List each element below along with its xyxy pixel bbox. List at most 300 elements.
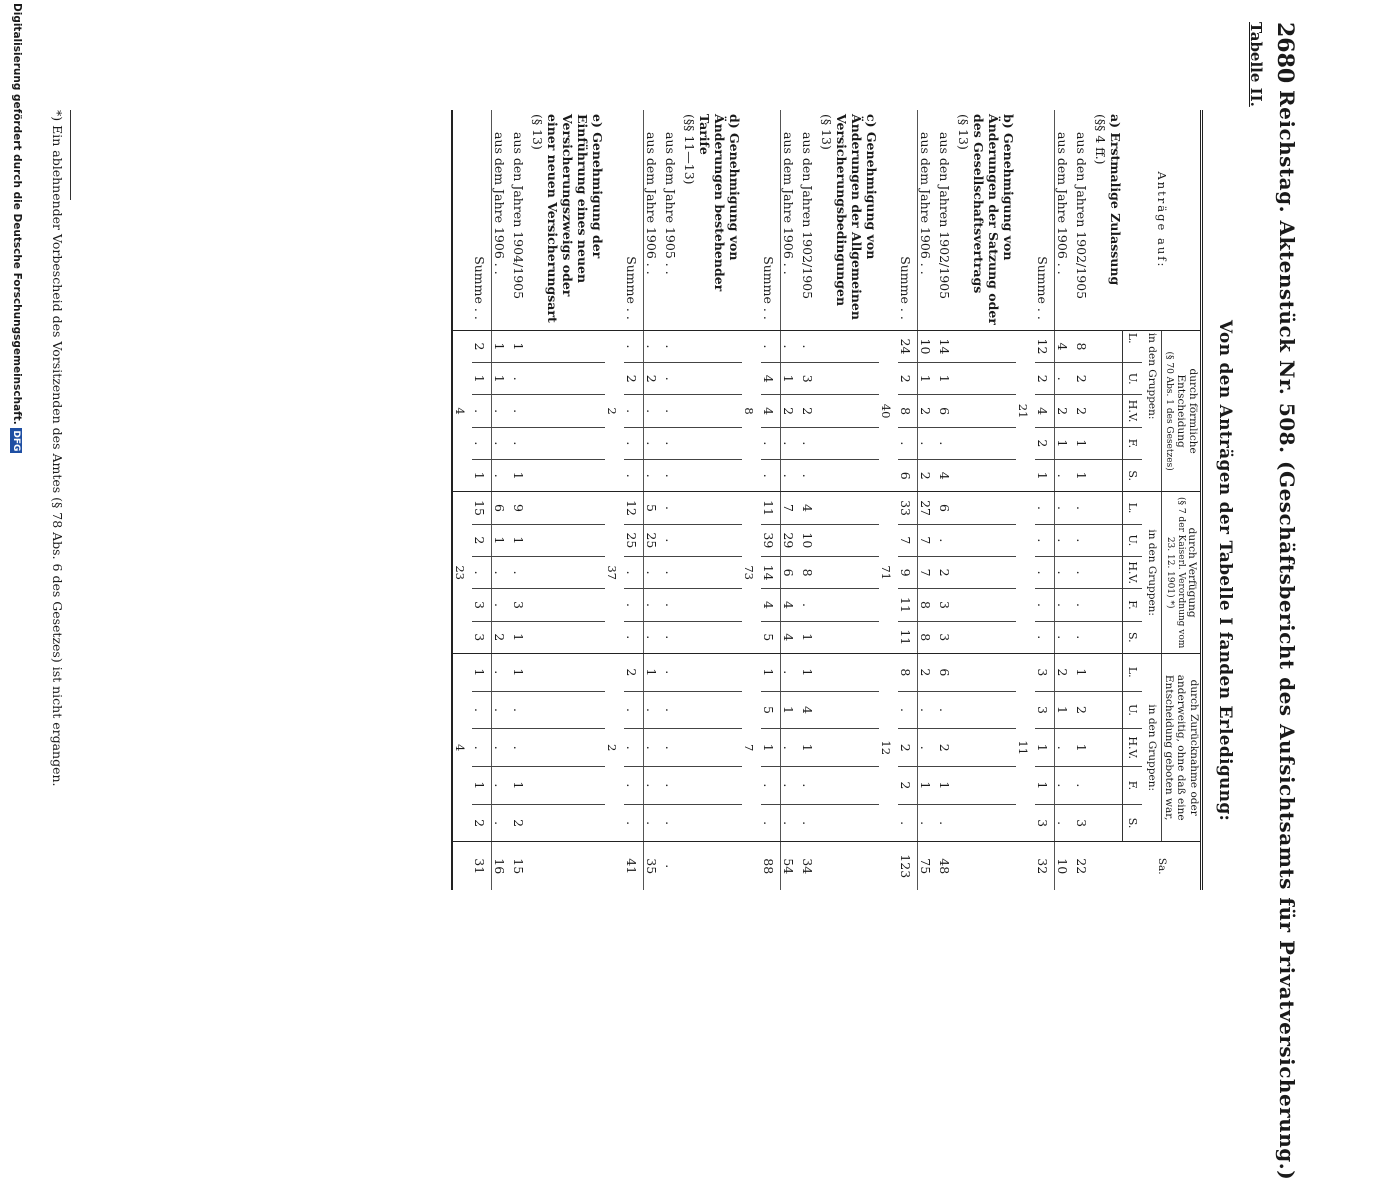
value-cell: . — [917, 427, 937, 459]
group-1-sub: in den Gruppen: — [1142, 330, 1162, 492]
empty-cell — [530, 395, 605, 427]
empty-cell — [956, 492, 1016, 524]
section-header — [1093, 110, 1123, 890]
value-cell: 2 — [800, 395, 819, 427]
empty-cell — [1093, 395, 1123, 427]
empty-cell — [530, 653, 605, 691]
value-cell: . — [937, 524, 956, 556]
value-cell: . — [491, 691, 511, 729]
sum-value: 6 — [898, 460, 918, 492]
sum-total: 123 — [898, 842, 918, 890]
value-cell: 2 — [780, 395, 800, 427]
empty-cell — [1093, 427, 1123, 459]
value-cell: . — [663, 460, 682, 492]
sum-value: 3 — [1035, 653, 1055, 691]
value-cell: 4 — [1054, 330, 1074, 362]
value-cell: . — [663, 691, 682, 729]
empty-cell — [682, 804, 742, 842]
empty-cell — [956, 804, 1016, 842]
value-cell: 1 — [511, 621, 530, 653]
empty-cell — [819, 395, 879, 427]
column-letter: H.V. — [1123, 729, 1143, 767]
sum-value: 3 — [472, 621, 492, 653]
value-cell: 3 — [937, 621, 956, 653]
empty-cell — [1016, 842, 1035, 890]
empty-cell — [956, 767, 1016, 805]
empty-cell — [1016, 110, 1035, 330]
sum-value: . — [624, 557, 644, 589]
sum-value: 9 — [898, 557, 918, 589]
sum-value: 33 — [898, 492, 918, 524]
value-cell: . — [663, 621, 682, 653]
value-cell: 3 — [1074, 804, 1093, 842]
sum-value: 2 — [898, 363, 918, 395]
value-cell: 1 — [917, 767, 937, 805]
value-cell: 1 — [643, 653, 663, 691]
sum-value: 8 — [898, 395, 918, 427]
value-cell: 1 — [511, 330, 530, 362]
sum-value: . — [624, 729, 644, 767]
value-cell: 3 — [800, 363, 819, 395]
group-total: 4 — [452, 330, 472, 492]
section-header — [682, 110, 742, 890]
row-label: aus dem Jahre 1906 . . — [1054, 132, 1070, 275]
empty-cell — [1093, 691, 1123, 729]
value-cell: . — [800, 460, 819, 492]
value-cell: . — [511, 729, 530, 767]
digitization-note — [10, 3, 23, 453]
column-letter: S. — [1123, 621, 1143, 653]
empty-cell — [819, 621, 879, 653]
value-cell: . — [663, 653, 682, 691]
empty-cell — [682, 363, 742, 395]
empty-cell — [956, 330, 1016, 362]
group-3-sub: in den Gruppen: — [1142, 653, 1162, 842]
row-label: aus den Jahren 1904/1905 — [510, 132, 526, 300]
sum-value: . — [1035, 492, 1055, 524]
value-cell: . — [663, 767, 682, 805]
value-cell: . — [663, 589, 682, 621]
value-cell: . — [917, 804, 937, 842]
sum-value: 24 — [898, 330, 918, 362]
value-cell: . — [643, 330, 663, 362]
sum-value: 8 — [898, 653, 918, 691]
empty-cell — [1093, 621, 1123, 653]
value-cell: . — [780, 804, 800, 842]
table-label: Tabelle II. — [1247, 22, 1265, 107]
row-total: 54 — [780, 842, 800, 890]
sum-value: 7 — [898, 524, 918, 556]
value-cell: 2 — [917, 395, 937, 427]
sum-value: 1 — [472, 363, 492, 395]
section-title: a) Erstmalige Zulassung — [1107, 114, 1123, 286]
sum-label: Summe . . — [624, 110, 644, 330]
group-total — [1016, 492, 1035, 654]
empty-cell — [819, 653, 879, 691]
value-cell: 1 — [937, 767, 956, 805]
sum-value: 4 — [761, 589, 781, 621]
antrag-header: Anträge auf: — [1155, 171, 1170, 269]
value-cell: . — [937, 691, 956, 729]
sum-row — [624, 110, 644, 890]
value-cell: 2 — [1074, 395, 1093, 427]
value-cell: . — [511, 363, 530, 395]
empty-cell — [530, 524, 605, 556]
running-title: Reichstag. Aktenstück Nr. 508. (Geschäftsbericht des Aufsichtsamts für Privatversicherung.) — [1275, 90, 1299, 1180]
value-cell: 8 — [917, 621, 937, 653]
group-1-title: durch förmliche Entscheidung — [1174, 368, 1200, 454]
value-cell: . — [1074, 524, 1093, 556]
value-cell: 2 — [1054, 653, 1074, 691]
sum-total: 31 — [472, 842, 492, 890]
empty-cell — [605, 110, 624, 330]
value-cell: 4 — [800, 691, 819, 729]
sum-value: 1 — [761, 653, 781, 691]
value-cell: . — [643, 427, 663, 459]
empty-cell — [1093, 589, 1123, 621]
section-label — [1093, 110, 1123, 330]
empty-cell — [819, 691, 879, 729]
column-letter: L. — [1123, 492, 1143, 524]
column-letter: U. — [1123, 691, 1143, 729]
empty-cell — [956, 557, 1016, 589]
empty-cell — [530, 557, 605, 589]
value-cell: 1 — [800, 729, 819, 767]
column-letter: S. — [1123, 804, 1143, 842]
group-total: 7 — [742, 653, 761, 842]
value-cell: . — [643, 729, 663, 767]
value-cell: . — [511, 427, 530, 459]
value-cell: . — [917, 691, 937, 729]
empty-cell — [879, 110, 898, 330]
column-letter: F. — [1123, 589, 1143, 621]
table-row — [1054, 110, 1074, 890]
value-cell: . — [643, 557, 663, 589]
value-cell: . — [1074, 767, 1093, 805]
sum-value: 2 — [472, 330, 492, 362]
sum-value: 3 — [1035, 804, 1055, 842]
value-cell: 1 — [917, 363, 937, 395]
sum-value: 15 — [472, 492, 492, 524]
value-cell: 1 — [800, 653, 819, 691]
row-total: 35 — [643, 842, 663, 890]
value-cell: 1 — [491, 524, 511, 556]
value-cell: . — [643, 804, 663, 842]
value-cell: 2 — [1054, 395, 1074, 427]
sum-value: 2 — [898, 767, 918, 805]
sum-value: 12 — [1035, 330, 1055, 362]
group-total: 71 — [879, 492, 898, 654]
empty-cell — [1093, 767, 1123, 805]
value-cell: . — [643, 589, 663, 621]
empty-cell — [819, 557, 879, 589]
value-cell: 1 — [1054, 691, 1074, 729]
column-letter: H.V. — [1123, 557, 1143, 589]
value-cell: . — [491, 427, 511, 459]
value-cell: 1 — [937, 363, 956, 395]
sum-value: . — [898, 804, 918, 842]
value-cell: 6 — [937, 492, 956, 524]
sum-value: 1 — [1035, 460, 1055, 492]
sum-value: 2 — [1035, 427, 1055, 459]
table-row — [780, 110, 800, 890]
value-cell: 2 — [643, 363, 663, 395]
empty-cell — [605, 842, 624, 890]
value-cell: . — [1054, 524, 1074, 556]
sum-value: 14 — [761, 557, 781, 589]
sum-value: . — [1035, 589, 1055, 621]
value-cell: . — [663, 524, 682, 556]
value-cell: . — [1054, 557, 1074, 589]
value-cell: . — [800, 330, 819, 362]
sum-label: Summe . . — [472, 110, 492, 330]
column-letter: L. — [1123, 330, 1143, 362]
sum-value: 2 — [1035, 363, 1055, 395]
total-header: Sa. — [1123, 842, 1202, 890]
value-cell: 4 — [780, 621, 800, 653]
section-header — [956, 110, 1016, 890]
value-cell: 2 — [937, 557, 956, 589]
sum-value: . — [472, 729, 492, 767]
value-cell: 6 — [937, 653, 956, 691]
section-header — [530, 110, 605, 890]
empty-cell — [530, 330, 605, 362]
empty-cell — [819, 524, 879, 556]
value-cell: . — [491, 653, 511, 691]
empty-cell — [819, 492, 879, 524]
value-cell: 1 — [511, 524, 530, 556]
empty-cell — [956, 460, 1016, 492]
value-cell: 1 — [1074, 653, 1093, 691]
sum-value: 12 — [624, 492, 644, 524]
group-total: 73 — [742, 492, 761, 654]
sum-value: . — [624, 691, 644, 729]
group-total-row — [605, 110, 624, 890]
sum-row — [898, 110, 918, 890]
section-paragraph: (§§ 11—13) — [681, 114, 697, 185]
footnote: *) Ein ablehnender Vorbescheid des Vorsitzenden des Amtes (§ 78 Abs. 6 des Gesetzes) ist nicht ergangen. — [50, 110, 65, 787]
group-total: 21 — [1016, 330, 1035, 492]
sum-value: . — [624, 395, 644, 427]
row-total: . — [663, 842, 682, 890]
value-cell: . — [643, 460, 663, 492]
column-letter: F. — [1123, 427, 1143, 459]
value-cell: 2 — [937, 729, 956, 767]
value-cell: . — [800, 589, 819, 621]
dfg-logo-icon: DFG — [11, 430, 21, 452]
section-label — [530, 110, 605, 330]
footnote-rule — [70, 110, 71, 200]
value-cell: . — [780, 460, 800, 492]
group-1-note: (§ 70 Abs. 1 des Gesetzes) — [1163, 351, 1174, 471]
value-cell: 27 — [917, 492, 937, 524]
value-cell: 6 — [780, 557, 800, 589]
sum-value: . — [898, 691, 918, 729]
sum-value: . — [1035, 524, 1055, 556]
empty-cell — [819, 767, 879, 805]
value-cell: . — [1054, 363, 1074, 395]
empty-cell — [682, 589, 742, 621]
value-cell: 1 — [800, 621, 819, 653]
empty-cell — [742, 842, 761, 890]
sum-value: . — [624, 621, 644, 653]
sum-value: . — [761, 330, 781, 362]
empty-cell — [819, 842, 879, 890]
value-cell: . — [663, 729, 682, 767]
value-cell: . — [1074, 589, 1093, 621]
table-row — [937, 110, 956, 890]
sum-value: 25 — [624, 524, 644, 556]
sum-value: 2 — [624, 653, 644, 691]
sum-value: 11 — [761, 492, 781, 524]
sum-value: . — [624, 330, 644, 362]
value-cell: . — [780, 330, 800, 362]
empty-cell — [1093, 653, 1123, 691]
sum-value: 1 — [472, 767, 492, 805]
value-cell: 9 — [511, 492, 530, 524]
empty-cell — [819, 460, 879, 492]
value-cell: . — [491, 804, 511, 842]
value-cell: 5 — [643, 492, 663, 524]
value-cell: 4 — [800, 492, 819, 524]
sum-value: 4 — [1035, 395, 1055, 427]
empty-cell — [1093, 492, 1123, 524]
sum-total: 32 — [1035, 842, 1055, 890]
value-cell: 2 — [917, 653, 937, 691]
sum-value: . — [624, 767, 644, 805]
sum-label: Summe . . — [898, 110, 918, 330]
value-cell: 6 — [937, 395, 956, 427]
empty-cell — [1093, 524, 1123, 556]
empty-cell — [742, 110, 761, 330]
value-cell: . — [1074, 621, 1093, 653]
column-letter: L. — [1123, 653, 1143, 691]
value-cell: . — [643, 691, 663, 729]
value-cell: 1 — [511, 767, 530, 805]
value-cell: 4 — [937, 460, 956, 492]
sum-value: . — [761, 427, 781, 459]
value-cell: . — [780, 653, 800, 691]
value-cell: 1 — [1054, 427, 1074, 459]
section-title: b) Genehmigung von Änderungen der Satzung oder des Gesellschaftsvertrags — [970, 114, 1016, 325]
group-total: 2 — [605, 653, 624, 842]
group-header-3 — [1162, 653, 1202, 842]
row-total: 48 — [937, 842, 956, 890]
value-cell: 1 — [511, 653, 530, 691]
value-cell: 1 — [511, 460, 530, 492]
value-cell: 1 — [1074, 729, 1093, 767]
section-paragraph: (§§ 4 ff.) — [1092, 114, 1108, 165]
sum-value: 11 — [898, 589, 918, 621]
value-cell: . — [643, 767, 663, 805]
value-cell: 25 — [643, 524, 663, 556]
empty-cell — [956, 427, 1016, 459]
group-3-title: durch Zurücknahme oder anderweitig, ohne daß eine Entscheidung geboten war, — [1162, 674, 1200, 821]
value-cell: 2 — [1074, 691, 1093, 729]
value-cell: 29 — [780, 524, 800, 556]
value-cell: . — [1074, 492, 1093, 524]
empty-cell — [682, 492, 742, 524]
group-header-1 — [1162, 330, 1202, 492]
sum-value: 2 — [472, 524, 492, 556]
row-total: 34 — [800, 842, 819, 890]
sum-value: 1 — [1035, 767, 1055, 805]
empty-cell — [682, 691, 742, 729]
empty-cell — [452, 110, 472, 330]
row-total: 15 — [511, 842, 530, 890]
group-total-row — [1016, 110, 1035, 890]
value-cell: . — [937, 427, 956, 459]
empty-cell — [682, 524, 742, 556]
value-cell: . — [663, 330, 682, 362]
value-cell: . — [663, 363, 682, 395]
empty-cell — [530, 492, 605, 524]
value-cell: . — [491, 395, 511, 427]
empty-cell — [530, 691, 605, 729]
value-cell: . — [643, 621, 663, 653]
empty-cell — [530, 427, 605, 459]
table-row — [800, 110, 819, 890]
sum-value: 3 — [1035, 691, 1055, 729]
row-label: aus dem Jahre 1906 . . — [643, 132, 659, 275]
empty-cell — [819, 729, 879, 767]
sum-value: . — [898, 427, 918, 459]
results-table — [451, 110, 1203, 890]
value-cell: 2 — [917, 460, 937, 492]
empty-cell — [452, 842, 472, 890]
value-cell: 3 — [511, 589, 530, 621]
sum-value: . — [472, 691, 492, 729]
sum-value: 1 — [1035, 729, 1055, 767]
value-cell: . — [663, 557, 682, 589]
empty-cell — [682, 557, 742, 589]
value-cell: 2 — [1074, 363, 1093, 395]
table-row — [663, 110, 682, 890]
sum-value: 11 — [898, 621, 918, 653]
sum-label: Summe . . — [761, 110, 781, 330]
value-cell: . — [800, 804, 819, 842]
group-total: 2 — [605, 330, 624, 492]
value-cell: . — [511, 691, 530, 729]
column-letter: U. — [1123, 524, 1143, 556]
group-header-2 — [1162, 492, 1202, 654]
value-cell: 7 — [780, 492, 800, 524]
empty-cell — [956, 691, 1016, 729]
column-letter: F. — [1123, 767, 1143, 805]
table-row — [511, 110, 530, 890]
sum-value: 2 — [624, 363, 644, 395]
empty-cell — [530, 729, 605, 767]
group-2-sub: in den Gruppen: — [1142, 492, 1162, 654]
table-subtitle: Von den Anträgen der Tabelle I fanden Erledigung: — [1215, 320, 1235, 822]
group-total-row — [452, 110, 472, 890]
sum-value: . — [1035, 557, 1055, 589]
sum-value: 2 — [898, 729, 918, 767]
empty-cell — [819, 330, 879, 362]
sum-value: 2 — [472, 804, 492, 842]
empty-cell — [956, 842, 1016, 890]
value-cell: . — [1054, 492, 1074, 524]
value-cell: . — [663, 395, 682, 427]
group-2-note: (§ 7 der Kaiserl. Verordnung vom 23. 12. 1901) *) — [1164, 496, 1186, 649]
group-total: 11 — [1016, 653, 1035, 842]
empty-cell — [956, 621, 1016, 653]
row-label: aus den Jahren 1902/1905 — [936, 132, 952, 300]
row-total: 16 — [491, 842, 511, 890]
sum-value: . — [1035, 621, 1055, 653]
empty-cell — [530, 589, 605, 621]
empty-cell — [1093, 842, 1123, 890]
